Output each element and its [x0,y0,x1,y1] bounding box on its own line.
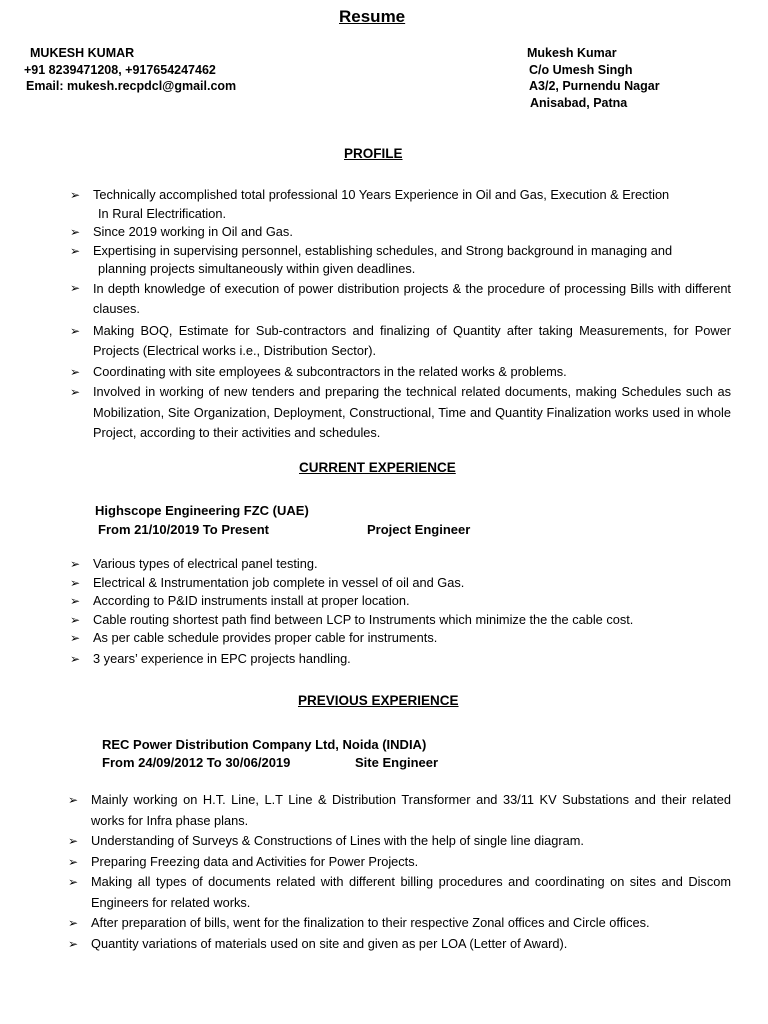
contact-email: Email: mukesh.recpdcl@gmail.com [26,79,237,93]
arrow-bullet-icon: ➢ [70,631,81,645]
list-item [70,555,733,574]
page-title: Resume [339,7,406,26]
item-text: As per cable schedule provides proper cable for instruments. [93,630,438,645]
arrow-bullet-icon: ➢ [70,243,81,258]
list-item [70,186,731,223]
item-text: In depth knowledge of execution of power distribution projects & the procedure of processing Bills with different clauses. [93,280,731,316]
list-item [68,934,731,955]
current-role: Project Engineer [367,522,471,537]
contact-left [24,45,236,95]
address-line3: Anisabad, Patna [530,95,628,110]
previous-heading: PREVIOUS EXPERIENCE [298,693,459,708]
list-item [68,831,731,852]
arrow-bullet-icon: ➢ [68,916,79,930]
list-item [70,223,731,242]
item-text: Various types of electrical panel testing. [93,556,318,571]
address-line2: A3/2, Purnendu Nagar [529,79,660,93]
address-line1: C/o Umesh Singh [529,62,633,77]
list-item [70,650,733,669]
arrow-bullet-icon: ➢ [70,188,81,202]
item-text: 3 years’ experience in EPC projects handling. [93,650,351,666]
previous-company: REC Power Distribution Company Ltd, Noida (INDIA) [102,737,427,752]
arrow-bullet-icon: ➢ [70,280,81,295]
arrow-bullet-icon: ➢ [70,385,81,399]
contact-right [527,45,660,111]
current-list [70,555,733,668]
list-item [68,852,731,873]
item-text: Preparing Freezing data and Activities for Power Projects. [91,853,419,869]
current-company: Highscope Engineering FZC (UAE) [95,503,309,518]
previous-role: Site Engineer [355,755,439,770]
arrow-bullet-icon: ➢ [70,575,81,590]
item-text: Coordinating with site employees & subcontractors in the related works & problems. [93,363,567,379]
item-text-cont: In Rural Electrification. [98,205,227,221]
list-item [70,321,731,362]
list-item [68,913,731,934]
item-text: Mainly working on H.T. Line, L.T Line & Distribution Transformer and 33/11 KV Substations and their related works for Infra phase plans. [91,792,731,828]
arrow-bullet-icon: ➢ [70,651,81,666]
arrow-bullet-icon: ➢ [70,557,81,571]
list-item [70,611,733,630]
arrow-bullet-icon: ➢ [70,612,81,627]
item-text: Expertising in supervising personnel, establishing schedules, and Strong background in managing and [93,242,673,258]
item-text-cont: planning projects simultaneously within given deadlines. [98,261,416,276]
item-text: Cable routing shortest path find between LCP to Instruments which minimize the the cable cost. [93,611,634,627]
arrow-bullet-icon: ➢ [70,364,81,379]
item-text: Involved in working of new tenders and preparing the technical related documents, making Schedules such as Mobilization, Site Organization, Deployment, Constructional, Time and Quantity Finalization works used in whole Project, according to their activities and schedules. [93,384,731,440]
arrow-bullet-icon: ➢ [70,225,81,239]
contact-name: MUKESH KUMAR [30,46,135,60]
profile-list [70,186,731,444]
arrow-bullet-icon: ➢ [68,793,79,807]
list-item [70,592,733,611]
arrow-bullet-icon: ➢ [68,936,79,951]
list-item [68,872,731,913]
arrow-bullet-icon: ➢ [70,323,81,338]
current-period: From 21/10/2019 To Present [98,522,270,537]
item-text: Making BOQ, Estimate for Sub-contractors and finalizing of Quantity after taking Measurements, for Power Projects (Electrical works i.e., Distribution Sector). [93,322,731,358]
item-text: After preparation of bills, went for the finalization to their respective Zonal offices and Circle offices. [91,915,650,930]
previous-list [68,790,731,954]
list-item [70,363,731,382]
previous-period: From 24/09/2012 To 30/06/2019 [102,755,291,770]
list-item [70,629,733,648]
arrow-bullet-icon: ➢ [68,875,79,889]
profile-heading: PROFILE [344,146,403,161]
contact-phone: +91 8239471208, +917654247462 [24,62,216,77]
address-name: Mukesh Kumar [527,46,617,60]
item-text: Technically accomplished total professional 10 Years Experience in Oil and Gas, Execution & Erection [93,187,670,202]
item-text: Electrical & Instrumentation job complete in vessel of oil and Gas. [93,574,465,590]
arrow-bullet-icon: ➢ [70,594,81,608]
list-item [70,279,731,320]
item-text: According to P&ID instruments install at proper location. [93,593,410,608]
list-item [70,574,733,593]
list-item [68,790,731,831]
arrow-bullet-icon: ➢ [68,854,79,869]
arrow-bullet-icon: ➢ [68,834,79,848]
current-heading: CURRENT EXPERIENCE [299,460,456,475]
list-item [70,242,731,279]
item-text: Quantity variations of materials used on site and given as per LOA (Letter of Award). [91,935,568,951]
list-item [70,382,731,444]
item-text: Understanding of Surveys & Constructions of Lines with the help of single line diagram. [91,833,584,848]
item-text: Since 2019 working in Oil and Gas. [93,224,293,239]
item-text: Making all types of documents related with different billing procedures and coordinating on sites and Discom Engineers for related works. [91,874,731,910]
